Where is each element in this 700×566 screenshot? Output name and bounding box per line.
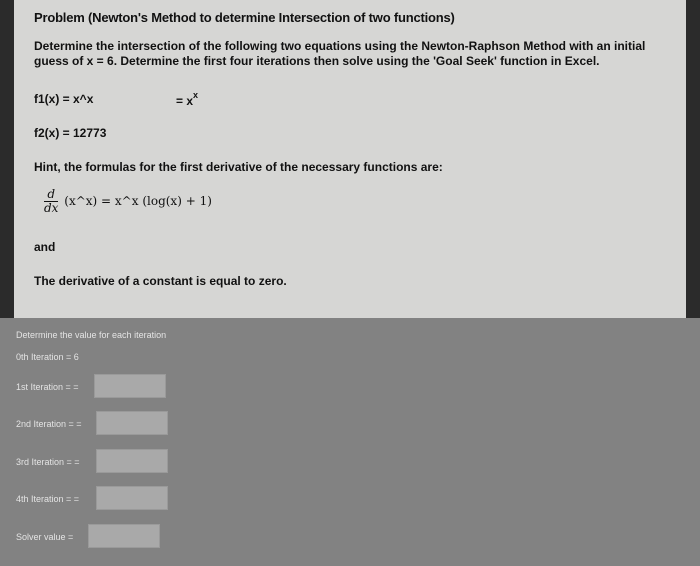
iteration-panel xyxy=(0,318,700,566)
first-iteration-input[interactable] xyxy=(94,374,166,398)
instructions-line-1: Determine the intersection of the following two equations using the Newton-Raphson Method with an initial xyxy=(34,39,646,53)
second-iteration-label: 2nd Iteration = = xyxy=(16,419,82,429)
solver-value-label: Solver value = xyxy=(16,532,74,542)
and-label: and xyxy=(34,240,56,254)
third-iteration-input[interactable] xyxy=(96,449,168,473)
constant-derivative-note: The derivative of a constant is equal to zero. xyxy=(34,274,287,288)
derivative-numerator: d xyxy=(44,188,58,202)
hint-text: Hint, the formulas for the first derivative of the necessary functions are: xyxy=(34,160,443,174)
derivative-denominator: dx xyxy=(44,201,59,215)
problem-title: Problem (Newton's Method to determine Intersection of two functions) xyxy=(34,10,455,25)
iteration-heading: Determine the value for each iteration xyxy=(16,330,167,340)
f1-rewritten xyxy=(176,92,198,108)
second-iteration-input[interactable] xyxy=(96,411,168,435)
f1-rewritten-base: = x xyxy=(176,94,194,108)
derivative-operator xyxy=(44,188,58,215)
function-f1 xyxy=(34,90,199,108)
problem-panel xyxy=(14,0,686,318)
fourth-iteration-input[interactable] xyxy=(96,486,168,510)
derivative-expression: (x^x) = x^x (log(x) + 1) xyxy=(64,194,212,208)
f1-rewritten-exponent: x xyxy=(193,90,199,100)
first-iteration-label: 1st Iteration = = xyxy=(16,382,79,392)
instructions-line-2: guess of x = 6. Determine the first four iterations then solve using the 'Goal Seek' function in Excel. xyxy=(34,54,600,68)
derivative-formula xyxy=(44,188,212,215)
third-iteration-label: 3rd Iteration = = xyxy=(16,457,80,467)
zeroth-iteration-label: 0th Iteration = 6 xyxy=(16,352,79,362)
f1-definition: f1(x) = x^x xyxy=(34,92,94,106)
fourth-iteration-label: 4th Iteration = = xyxy=(16,494,80,504)
solver-value-input[interactable] xyxy=(88,524,160,548)
function-f2: f2(x) = 12773 xyxy=(34,126,107,140)
